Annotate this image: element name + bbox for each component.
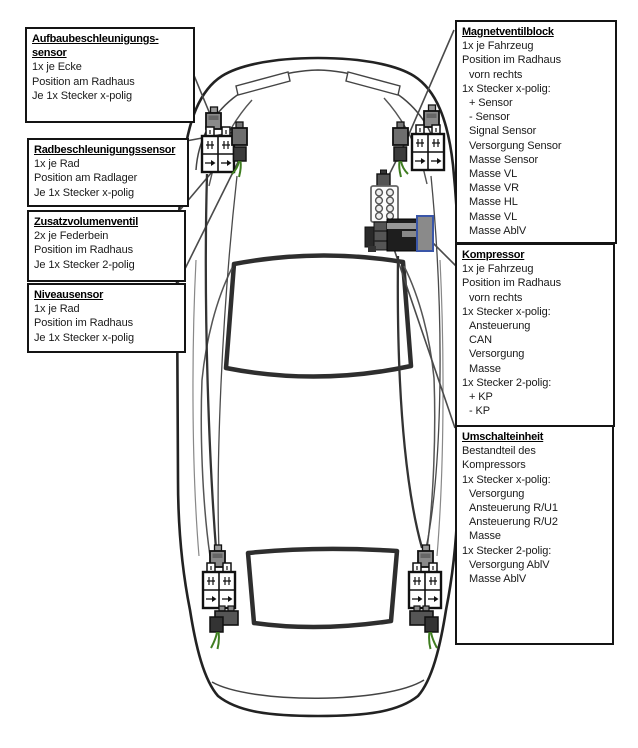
box-line: Masse [469, 362, 501, 375]
box-line: Position im Radhaus [34, 244, 133, 257]
box-line: Masse AblV [469, 224, 527, 237]
box-line: Je 1x Stecker x-polig [34, 186, 134, 199]
headlight-left [236, 72, 290, 95]
label-box-umschalteinheit [455, 425, 614, 645]
box-title: Umschalteinheit [462, 431, 544, 443]
box-title: Radbeschleunigungssensor [34, 144, 176, 156]
box-line: Masse VR [469, 182, 519, 195]
box-title: Zusatzvolumenventil [34, 216, 139, 228]
box-line: Bestandteil des [462, 445, 536, 458]
additional-volume-valve-icon-rear-left [203, 563, 235, 608]
box-line: - Sensor [469, 111, 510, 124]
body-acceleration-sensor-icon-front-right [424, 105, 439, 127]
solenoid-valve-block-icon [371, 170, 398, 227]
box-line: vorn rechts [469, 68, 523, 81]
box-line: Position am Radhaus [32, 75, 135, 88]
box-line: Position im Radhaus [462, 277, 561, 290]
box-line: Ansteuerung R/U2 [469, 516, 558, 529]
box-line: Ansteuerung R/U1 [469, 502, 558, 515]
box-line: + Sensor [469, 97, 513, 110]
line-kompressor-to-umschalteinheit [394, 249, 455, 428]
door-seam-left [193, 260, 199, 556]
box-title: Kompressor [462, 249, 525, 261]
box-line: vorn rechts [469, 291, 523, 304]
box-line: Je 1x Stecker 2-polig [34, 258, 135, 271]
box-line: 1x Stecker x-polig: [462, 305, 551, 318]
box-line: Position im Radhaus [34, 317, 133, 330]
box-line: 1x je Fahrzeug [462, 263, 534, 276]
box-line: Masse [469, 530, 501, 543]
box-line: Je 1x Stecker x-polig [34, 331, 134, 344]
wheel-sensor-connector-icon-rear-right [410, 606, 438, 649]
box-line: Versorgung [469, 487, 525, 500]
box-line: Versorgung [469, 348, 525, 361]
box-line: 1x je Rad [34, 158, 80, 171]
label-box-aufbaubeschleunigungssensor [25, 27, 195, 123]
rear-window [248, 549, 397, 627]
box-line: Je 1x Stecker x-polig [32, 89, 132, 102]
box-line: Position am Radlager [34, 172, 138, 185]
additional-volume-valve-icon-front-right [412, 125, 444, 170]
box-line: Signal Sensor [469, 125, 537, 138]
additional-volume-valve-icon-front-left [202, 127, 234, 172]
box-title: Niveausensor [34, 289, 104, 301]
label-box-zusatzvolumenventil [27, 210, 186, 282]
box-line: Kompressors [462, 459, 526, 472]
box-title: Aufbaubeschleunigungs-sensor [32, 33, 159, 60]
box-line: Masse HL [469, 196, 518, 209]
box-line: 1x Stecker 2-polig: [462, 544, 552, 557]
box-line: Versorgung Sensor [469, 139, 562, 152]
headlight-right [346, 72, 400, 95]
box-line: + KP [469, 391, 493, 404]
label-box-niveausensor [27, 283, 186, 353]
box-line: CAN [469, 334, 492, 347]
box-line: - KP [469, 405, 490, 418]
box-line: 1x Stecker x-polig: [462, 82, 551, 95]
box-line: Masse VL [469, 210, 518, 223]
box-line: Versorgung AblV [469, 558, 550, 571]
box-line: Masse Sensor [469, 153, 539, 166]
box-line: Masse AblV [469, 573, 527, 586]
box-line: Position im Radhaus [462, 54, 561, 67]
line-left-side-long-a [206, 174, 216, 549]
label-box-kompressor [455, 243, 615, 427]
box-title: Magnetventilblock [462, 26, 554, 38]
label-box-radbeschleunigungssensor [27, 138, 189, 207]
box-line: 1x Stecker 2-polig: [462, 376, 552, 389]
additional-volume-valve-icon-rear-right [409, 563, 441, 608]
box-line: Masse VL [469, 168, 518, 181]
box-line: 1x je Ecke [32, 61, 82, 74]
box-line: Ansteuerung [469, 320, 531, 333]
box-line: 1x Stecker x-polig: [462, 473, 551, 486]
box-line: 2x je Federbein [34, 230, 109, 243]
wheel-sensor-connector-icon-rear-left [210, 606, 238, 649]
windshield [226, 255, 411, 376]
wheel-sensor-connector-icon-front-right [393, 122, 408, 177]
rear-bumper-line [212, 680, 424, 698]
label-box-magnetventilblock [455, 20, 617, 244]
box-line: 1x je Rad [34, 303, 80, 316]
box-line: 1x je Fahrzeug [462, 40, 534, 53]
